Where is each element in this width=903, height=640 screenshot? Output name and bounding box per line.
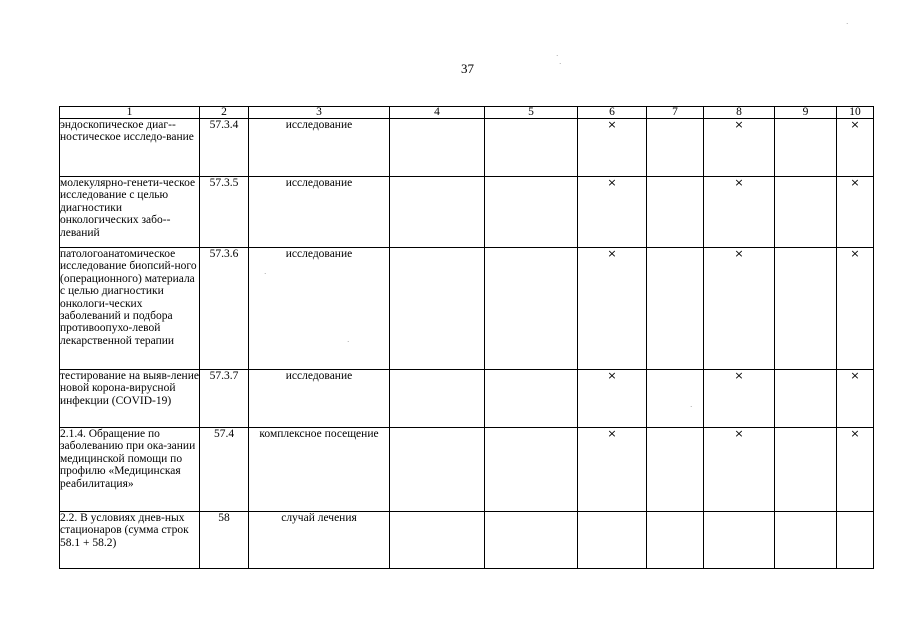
row-unit: случай лечения — [249, 512, 390, 569]
row-code: 58 — [200, 512, 249, 569]
cell-col-10: × — [837, 370, 874, 428]
row-unit: комплексное посещение — [249, 428, 390, 512]
cell-col-8: × — [704, 248, 775, 370]
cell-col-6: × — [578, 370, 647, 428]
row-code: 57.3.5 — [200, 177, 249, 248]
cell-col-7 — [647, 119, 704, 177]
cell-col-8: × — [704, 428, 775, 512]
page-number: 37 — [461, 61, 474, 76]
row-unit: исследование — [249, 119, 390, 177]
cell-col-5 — [485, 119, 578, 177]
row-unit: исследование — [249, 370, 390, 428]
cell-col-10: × — [837, 177, 874, 248]
cell-col-4 — [390, 370, 485, 428]
table-row — [60, 119, 874, 177]
row-code: 57.3.6 — [200, 248, 249, 370]
scan-speck: · — [559, 60, 562, 68]
cell-col-4 — [390, 119, 485, 177]
row-unit: исследование — [249, 177, 390, 248]
cell-col-9 — [775, 119, 837, 177]
table-row — [60, 370, 874, 428]
cell-col-7 — [647, 248, 704, 370]
scan-speck: · — [264, 270, 267, 278]
cell-col-5 — [485, 370, 578, 428]
cell-col-9 — [775, 512, 837, 569]
cell-col-10: × — [837, 428, 874, 512]
row-code: 57.3.4 — [200, 119, 249, 177]
cell-col-6 — [578, 512, 647, 569]
column-header: 9 — [775, 107, 837, 119]
scan-speck: · — [347, 338, 350, 346]
cell-col-6: × — [578, 248, 647, 370]
cell-col-5 — [485, 177, 578, 248]
row-unit: исследование — [249, 248, 390, 370]
cell-col-10: × — [837, 248, 874, 370]
column-header: 7 — [647, 107, 704, 119]
row-name: молекулярно-генети-ческое исследование с целью диагностики онкологических забо-леваний — [60, 177, 200, 248]
cell-col-4 — [390, 428, 485, 512]
cell-col-10 — [837, 512, 874, 569]
row-code: 57.4 — [200, 428, 249, 512]
row-code: 57.3.7 — [200, 370, 249, 428]
cell-col-7 — [647, 370, 704, 428]
cell-col-6: × — [578, 428, 647, 512]
cell-col-4 — [390, 512, 485, 569]
scan-speck: · — [846, 20, 849, 28]
column-header: 3 — [249, 107, 390, 119]
scan-speck: · — [690, 403, 693, 411]
table-row — [60, 512, 874, 569]
cell-col-5 — [485, 428, 578, 512]
column-header: 1 — [60, 107, 200, 119]
cell-col-6: × — [578, 119, 647, 177]
row-name: 2.1.4. Обращение по заболеванию при ока-зании медицинской помощи по профилю «Медицинская реабилитация» — [60, 428, 200, 512]
column-header: 4 — [390, 107, 485, 119]
table-row — [60, 428, 874, 512]
column-header: 10 — [837, 107, 874, 119]
cell-col-7 — [647, 512, 704, 569]
cell-col-10: × — [837, 119, 874, 177]
header-row — [60, 107, 874, 119]
cell-col-9 — [775, 248, 837, 370]
data-table — [59, 106, 874, 569]
column-header: 5 — [485, 107, 578, 119]
row-name: 2.2. В условиях днев-ных стационаров (сумма строк 58.1 + 58.2) — [60, 512, 200, 569]
row-name: патологоанатомическое исследование биопсий-ного (операционного) материала с целью диагностики онкологи-ческих заболеваний и подбора противоопухо-левой лекарственной терапии — [60, 248, 200, 370]
row-name: эндоскопическое диаг-ностическое исследо-вание — [60, 119, 200, 177]
cell-col-9 — [775, 177, 837, 248]
column-header: 8 — [704, 107, 775, 119]
cell-col-5 — [485, 512, 578, 569]
cell-col-4 — [390, 177, 485, 248]
cell-col-4 — [390, 248, 485, 370]
table-row — [60, 248, 874, 370]
cell-col-5 — [485, 248, 578, 370]
table-row — [60, 177, 874, 248]
cell-col-8: × — [704, 177, 775, 248]
cell-col-9 — [775, 370, 837, 428]
row-name: тестирование на выяв-ление новой корона-вирусной инфекции (COVID-19) — [60, 370, 200, 428]
cell-col-9 — [775, 428, 837, 512]
cell-col-8 — [704, 512, 775, 569]
cell-col-7 — [647, 428, 704, 512]
cell-col-8: × — [704, 370, 775, 428]
scan-speck: · — [556, 52, 559, 60]
column-header: 2 — [200, 107, 249, 119]
cell-col-7 — [647, 177, 704, 248]
column-header: 6 — [578, 107, 647, 119]
cell-col-6: × — [578, 177, 647, 248]
cell-col-8: × — [704, 119, 775, 177]
